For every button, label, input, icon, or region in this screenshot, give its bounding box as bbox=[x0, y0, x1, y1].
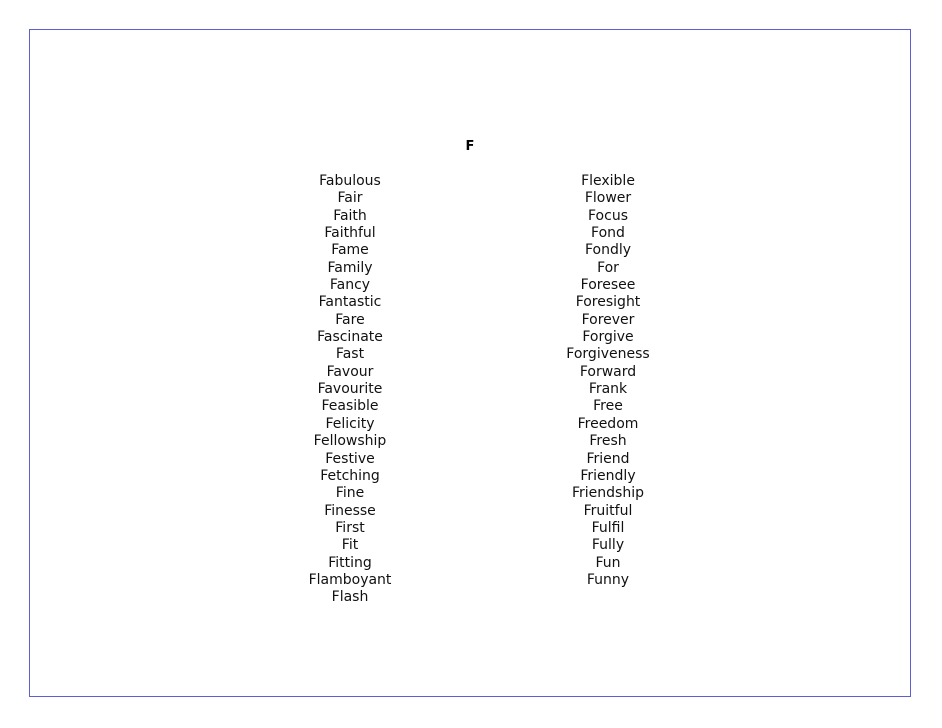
word-item: Faith bbox=[333, 207, 367, 224]
word-item: Forever bbox=[581, 311, 635, 328]
word-item: Friendly bbox=[580, 467, 636, 484]
word-item: Foresight bbox=[575, 294, 641, 311]
word-item: Flexible bbox=[581, 173, 635, 189]
word-item: Faithful bbox=[324, 225, 376, 242]
word-item: Feasible bbox=[321, 398, 379, 415]
word-item: Focus bbox=[588, 207, 628, 224]
word-item: Freedom bbox=[577, 415, 639, 432]
word-item: Finesse bbox=[324, 502, 376, 519]
word-item: Fruitful bbox=[583, 502, 633, 519]
word-item: For bbox=[597, 259, 619, 276]
word-item: Forgiveness bbox=[566, 346, 650, 363]
word-item: Fame bbox=[331, 242, 369, 259]
word-item: Forgive bbox=[582, 329, 634, 346]
word-item: Frank bbox=[588, 381, 628, 398]
word-item: Friend bbox=[586, 450, 630, 467]
word-item: Flamboyant bbox=[308, 571, 392, 588]
right-word-column bbox=[508, 173, 708, 589]
word-item: Family bbox=[327, 259, 373, 276]
word-item: Fully bbox=[591, 537, 625, 554]
word-item: Fabulous bbox=[319, 173, 381, 189]
word-item: Forward bbox=[579, 363, 637, 380]
word-item: Fulfil bbox=[591, 519, 625, 536]
word-item: Fit bbox=[341, 537, 359, 554]
word-item: First bbox=[335, 519, 365, 536]
word-item: Fascinate bbox=[317, 329, 383, 346]
word-item: Fast bbox=[335, 346, 365, 363]
word-item: Fun bbox=[595, 554, 621, 571]
word-item: Funny bbox=[586, 571, 630, 588]
page-heading: F bbox=[465, 139, 475, 154]
word-item: Fantastic bbox=[318, 294, 382, 311]
word-item: Fair bbox=[337, 190, 363, 207]
word-item: Foresee bbox=[580, 277, 636, 294]
word-item: Fitting bbox=[328, 554, 372, 571]
word-item: Fondly bbox=[584, 242, 632, 259]
word-item: Favour bbox=[326, 363, 374, 380]
word-item: Free bbox=[593, 398, 623, 415]
left-word-column bbox=[250, 173, 450, 607]
word-item: Fellowship bbox=[313, 433, 387, 450]
word-item: Fond bbox=[591, 225, 625, 242]
document-page bbox=[29, 29, 911, 697]
word-item: Fare bbox=[335, 311, 365, 328]
word-item: Fresh bbox=[589, 433, 627, 450]
word-item: Friendship bbox=[572, 485, 644, 502]
word-item: Festive bbox=[325, 450, 375, 467]
word-item: Flash bbox=[331, 589, 369, 606]
word-item: Fine bbox=[335, 485, 365, 502]
word-item: Felicity bbox=[325, 415, 375, 432]
word-item: Favourite bbox=[317, 381, 383, 398]
word-item: Flower bbox=[584, 190, 632, 207]
word-item: Fetching bbox=[320, 467, 380, 484]
word-item: Fancy bbox=[329, 277, 371, 294]
